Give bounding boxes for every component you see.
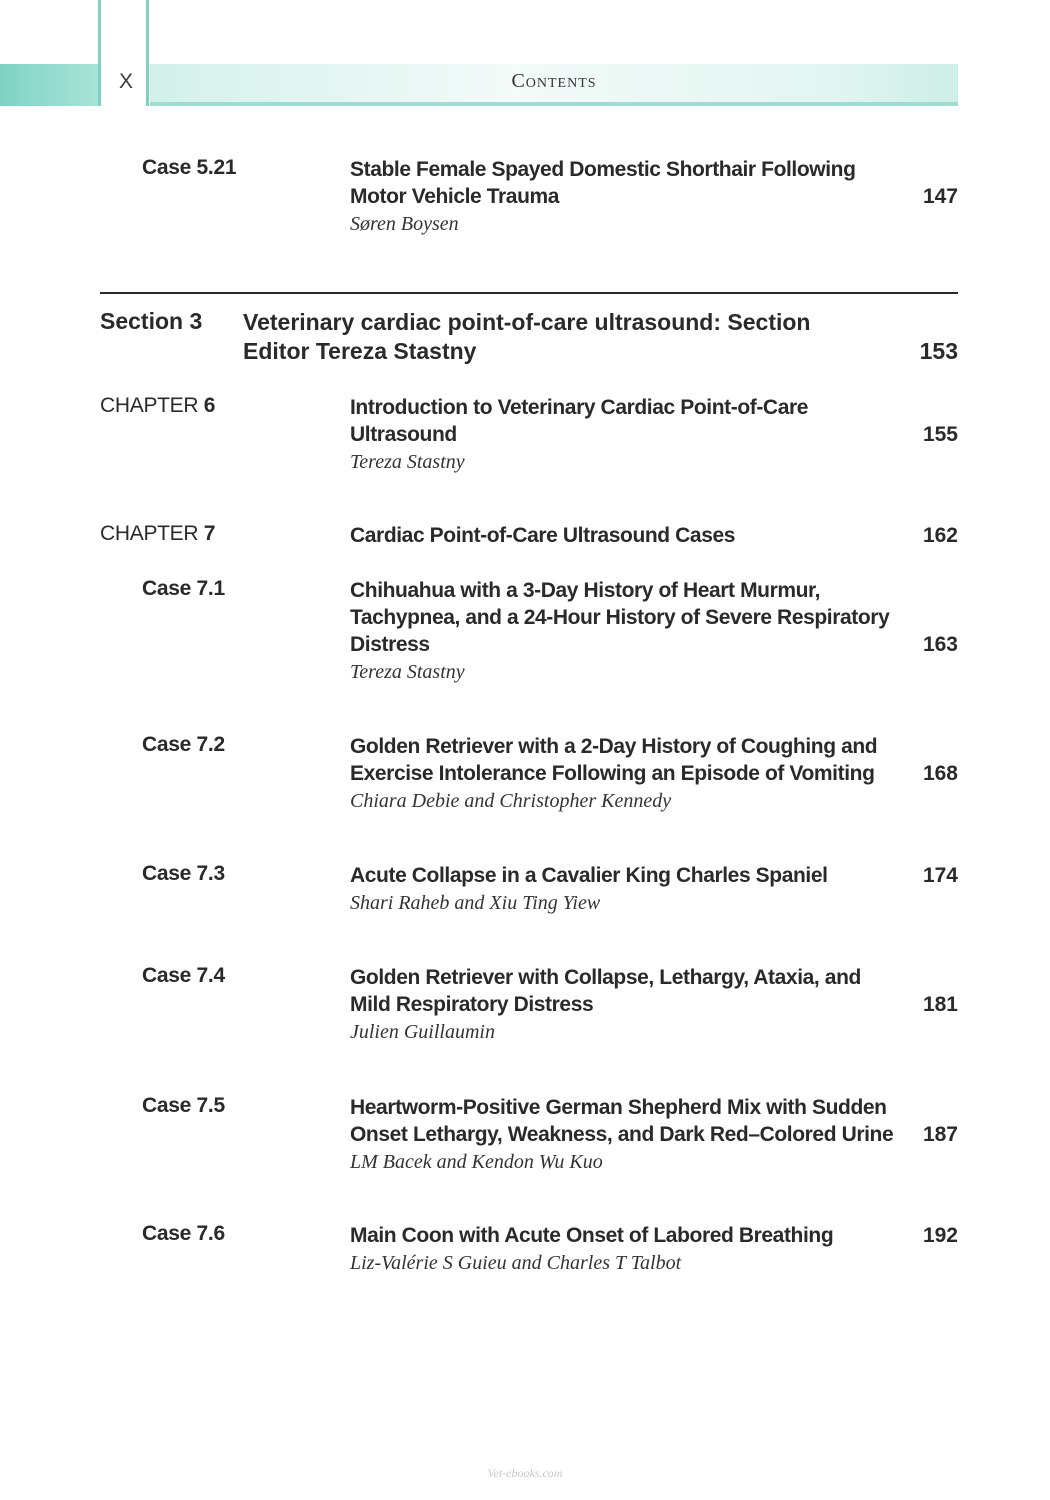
page-ref: 187 xyxy=(922,1123,958,1146)
entry-author: Tereza Stastny xyxy=(350,661,465,683)
page-ref: 162 xyxy=(922,524,958,547)
entry-title: Stable Female Spayed Domestic Shorthair Following Motor Vehicle Trauma Søren Boysen xyxy=(350,156,915,238)
page-number: X xyxy=(118,70,133,93)
case-label: Case 7.2 xyxy=(142,733,225,756)
section-page-ref: 153 xyxy=(919,338,958,364)
page-ref: 174 xyxy=(922,864,958,887)
entry-author: Chiara Debie and Christopher Kennedy xyxy=(350,790,672,812)
entry-author: LM Bacek and Kendon Wu Kuo xyxy=(350,1151,603,1173)
entry-author: Liz-Valérie S Guieu and Charles T Talbot xyxy=(350,1252,682,1274)
case-label: Case 7.1 xyxy=(142,577,225,600)
page-ref: 192 xyxy=(922,1224,958,1247)
section-divider xyxy=(100,292,958,294)
header-rule-right xyxy=(146,0,149,106)
section-title[interactable]: Veterinary cardiac point-of-care ultrasound: Section Editor Tereza Stastny xyxy=(243,309,811,364)
case-label: Case 7.4 xyxy=(142,964,225,987)
header-accent-block xyxy=(0,64,98,106)
page-ref: 155 xyxy=(922,423,958,446)
chapter-label: CHAPTER 7 xyxy=(100,522,216,545)
entry-author: Søren Boysen xyxy=(350,213,459,235)
watermark: Vet-ebooks.com xyxy=(487,1466,563,1480)
entry-title: Cardiac Point-of-Care Ultrasound Cases xyxy=(350,524,736,547)
chapter-label: CHAPTER 6 xyxy=(100,394,216,417)
page-ref: 147 xyxy=(922,185,958,208)
page-ref: 181 xyxy=(922,993,958,1016)
case-label: Case 7.6 xyxy=(142,1222,225,1245)
entry-title: Golden Retriever with Collapse, Lethargy, Ataxia, and Mild Respiratory Distress Julien Guillaumin xyxy=(350,964,915,1046)
entry-title: Chihuahua with a 3-Day History of Heart Murmur, Tachypnea, and a 24-Hour History of Severe Respiratory Distress Tereza Stastny xyxy=(350,577,915,686)
entry-author: Tereza Stastny xyxy=(350,451,465,473)
entry-title: Heartworm-Positive German Shepherd Mix with Sudden Onset Lethargy, Weakness, and Dark Red–Colored Urine LM Bacek and Kendon Wu Kuo xyxy=(350,1094,915,1176)
entry-author: Shari Raheb and Xiu Ting Yiew xyxy=(350,892,601,914)
case-label: Case 7.3 xyxy=(142,862,225,885)
header-rule-left xyxy=(98,0,101,106)
entry-title: Golden Retriever with a 2-Day History of Coughing and Exercise Intolerance Following an Episode of Vomiting Chiara Debie and Christopher Kennedy xyxy=(350,733,915,815)
page-ref: 168 xyxy=(922,762,958,785)
entry-title: Introduction to Veterinary Cardiac Point-of-Care Ultrasound Tereza Stastny xyxy=(350,394,915,476)
page-ref: 163 xyxy=(922,633,958,656)
entry-title: Acute Collapse in a Cavalier King Charles Spaniel Shari Raheb and Xiu Ting Yiew xyxy=(350,862,915,917)
running-head: Contents xyxy=(511,70,597,92)
entry-author: Julien Guillaumin xyxy=(350,1021,495,1043)
entry-title: Main Coon with Acute Onset of Labored Breathing Liz-Valérie S Guieu and Charles T Talbot xyxy=(350,1222,915,1277)
case-label: Case 5.21 xyxy=(142,156,237,179)
section-label: Section 3 xyxy=(100,308,203,334)
case-label: Case 7.5 xyxy=(142,1094,225,1117)
